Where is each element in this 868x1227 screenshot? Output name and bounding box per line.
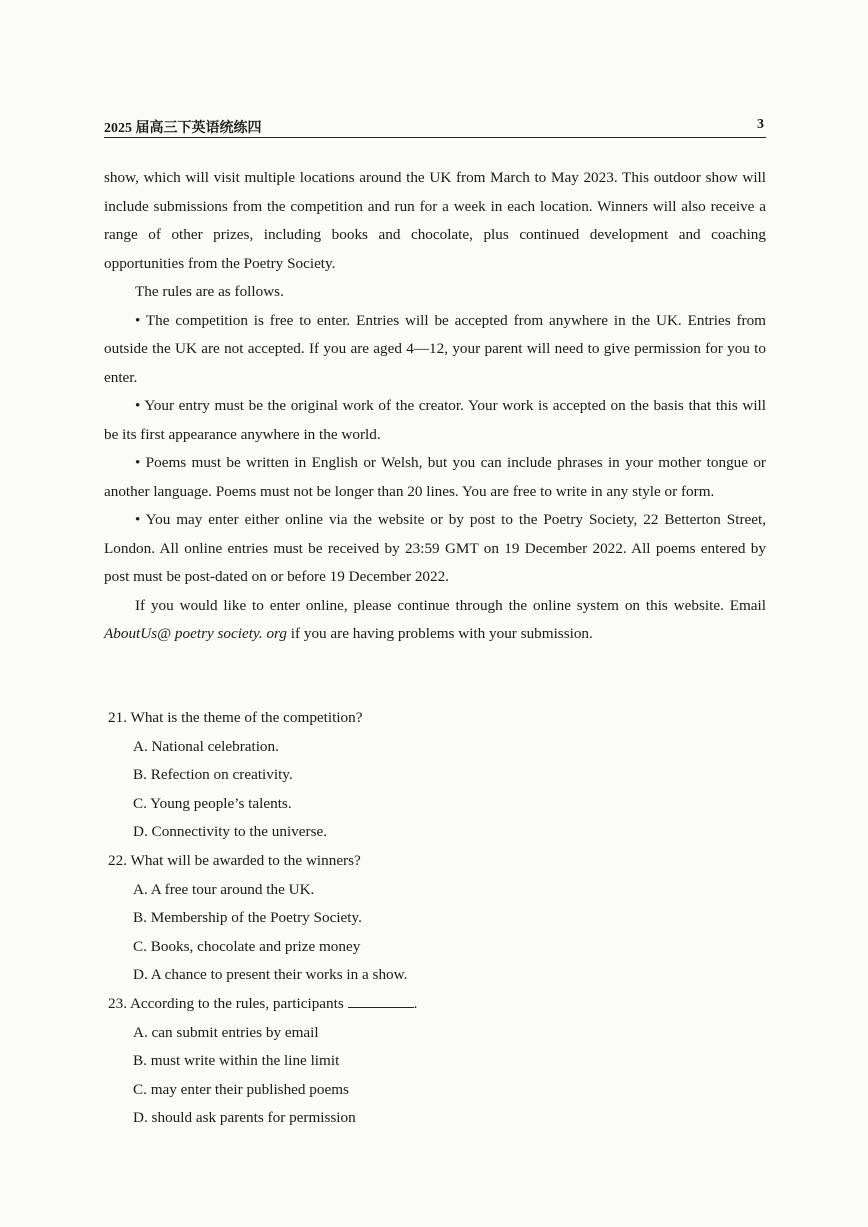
question	[108, 847, 708, 990]
answer-option: C. Books, chocolate and prize money	[133, 937, 361, 955]
closing-paragraph	[104, 592, 766, 649]
answer-option: B. Refection on creativity.	[133, 766, 293, 784]
question-stem: 22. What will be awarded to the winners?	[108, 851, 361, 869]
page-number: 3	[757, 117, 764, 132]
passage-paragraph: The rules are as follows.	[135, 283, 284, 300]
question-stem	[108, 990, 708, 1019]
rule-item: • The competition is free to enter. Entries will be accepted from anywhere in the UK. Entries from outside the UK are not accepted. If you are aged 4—12, your parent will need to give permission for you to enter.	[104, 311, 766, 386]
rule-item: • You may enter either online via the website or by post to the Poetry Society, 22 Betterton Street, London. All online entries must be received by 23:59 GMT on 19 December 2022. All poems entered by post must be post-dated on or before 19 December 2022.	[104, 511, 766, 585]
question-list	[108, 704, 708, 1133]
answer-option: D. should ask parents for permission	[133, 1109, 356, 1127]
answer-option: B. must write within the line limit	[133, 1052, 340, 1070]
answer-option: A. National celebration.	[133, 737, 279, 755]
question	[108, 990, 708, 1133]
reading-passage	[104, 164, 766, 649]
rule-item: • Poems must be written in English or Welsh, but you can include phrases in your mother tongue or another language. Poems must not be longer than 20 lines. You are free to write in any style or form.	[104, 454, 766, 500]
closing-text: If you would like to enter online, please continue through the online system on this website. Email	[135, 596, 766, 614]
answer-option: B. Membership of the Poetry Society.	[133, 909, 362, 927]
question-stem-text: 23. According to the rules, participants	[108, 994, 348, 1012]
answer-option: A. can submit entries by email	[133, 1023, 319, 1041]
header-title: 2025 届高三下英语统练四	[104, 121, 262, 136]
email-address: AboutUs@ poetry society. org	[104, 625, 287, 642]
answer-blank	[348, 993, 414, 1008]
answer-option: C. Young people’s talents.	[133, 794, 292, 812]
answer-option: C. may enter their published poems	[133, 1080, 349, 1098]
rule-item: • Your entry must be the original work of the creator. Your work is accepted on the basis that this will be its first appearance anywhere in the world.	[104, 397, 766, 443]
answer-option: D. A chance to present their works in a show.	[133, 966, 408, 984]
question-stem: 21. What is the theme of the competition?	[108, 709, 363, 726]
answer-option: A. A free tour around the UK.	[133, 880, 315, 898]
closing-text: if you are having problems with your submission.	[286, 625, 593, 642]
page-header	[104, 117, 766, 138]
question	[108, 704, 708, 847]
question-stem-text: .	[413, 994, 418, 1012]
answer-option: D. Connectivity to the universe.	[133, 823, 328, 841]
passage-paragraph: show, which will visit multiple locations around the UK from March to May 2023. This outdoor show will include submissions from the competition and run for a week in each location. Winners will also receive a range of other prizes, including books and chocolate, plus continued development and coaching opportunities from the Poetry Society.	[104, 169, 766, 272]
